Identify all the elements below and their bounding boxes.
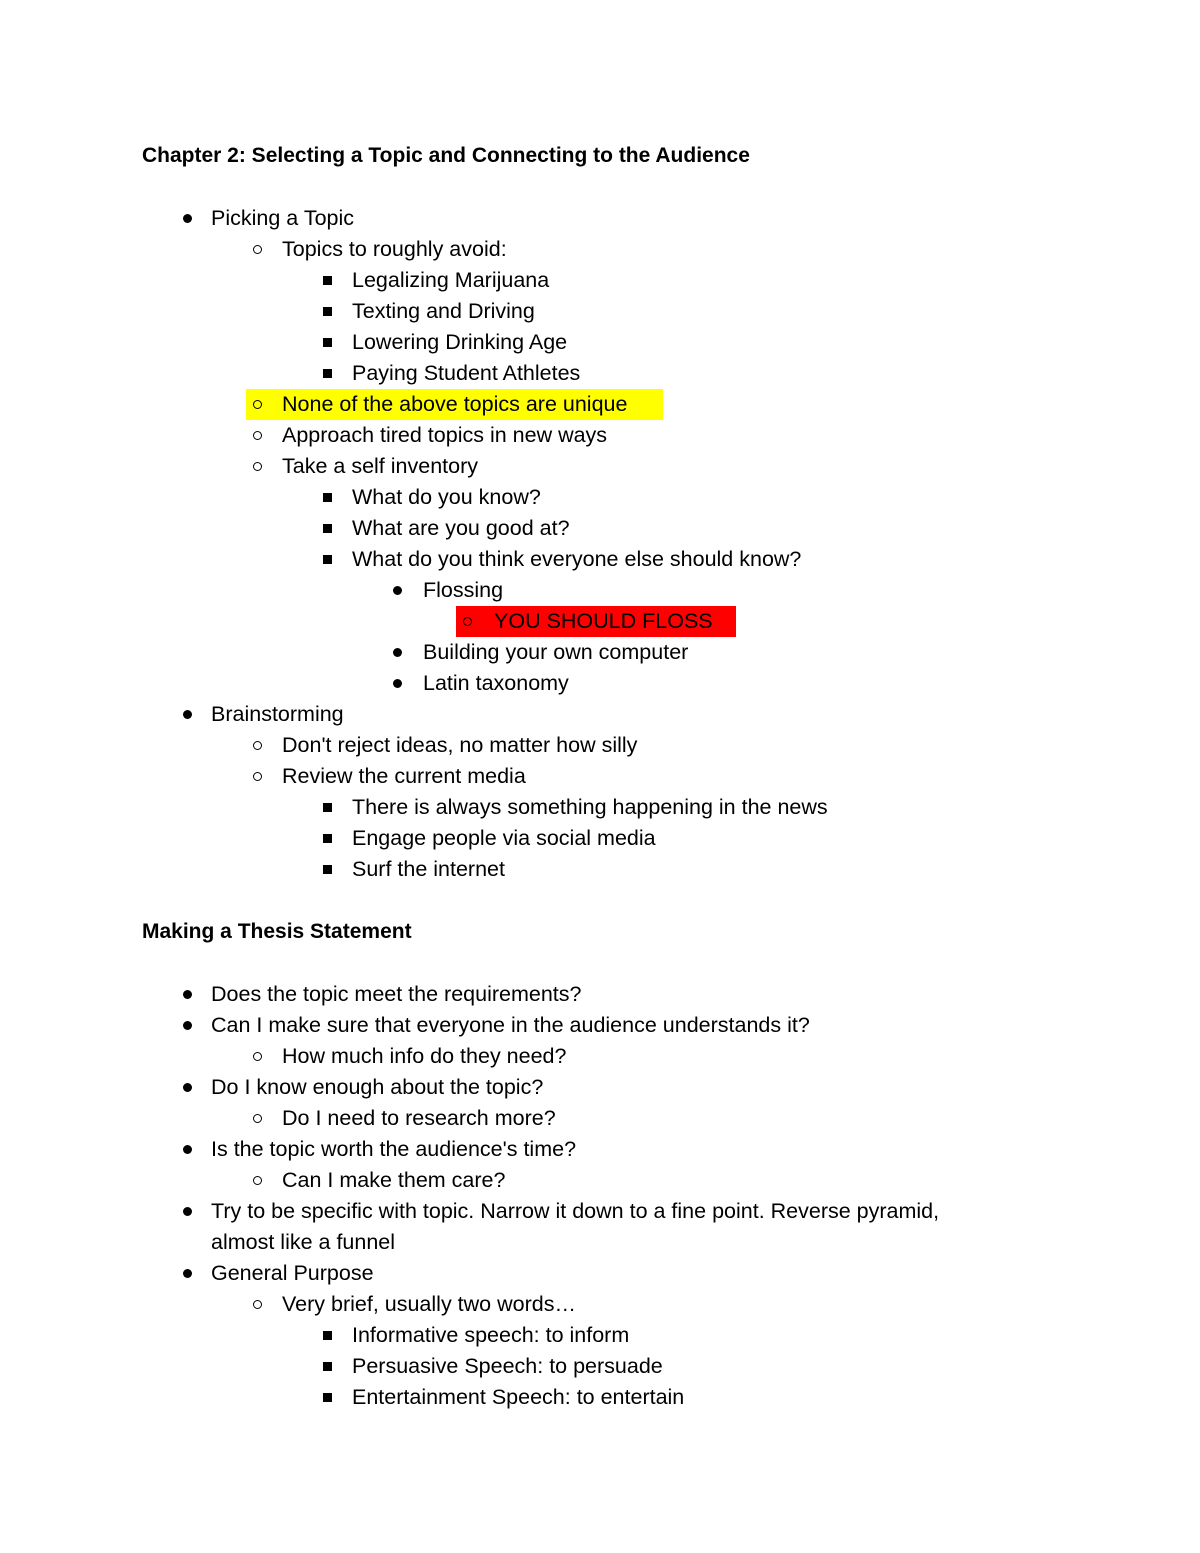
list-item: Picking a Topic [176, 203, 776, 234]
list-item: Engage people via social media [316, 823, 916, 854]
list-item: What do you know? [316, 482, 916, 513]
list-item: Take a self inventory [246, 451, 846, 482]
list-item: Legalizing Marijuana [316, 265, 916, 296]
highlighted-list-item: YOU SHOULD FLOSS [456, 606, 736, 637]
bullet-ring-icon [246, 1165, 268, 1196]
bullet-square-icon [316, 296, 338, 327]
list-item: Do I need to research more? [246, 1103, 846, 1134]
list-item: What do you think everyone else should know? [316, 544, 916, 575]
bullet-square-icon [316, 265, 338, 296]
list-item: Brainstorming [176, 699, 776, 730]
list-item: Can I make them care? [246, 1165, 846, 1196]
bullet-dot-icon [176, 1196, 198, 1227]
list-item: Does the topic meet the requirements? [176, 979, 976, 1010]
list-item: General Purpose [176, 1258, 976, 1289]
bullet-square-icon [316, 823, 338, 854]
bullet-dot-icon [176, 203, 198, 234]
list-item: Do I know enough about the topic? [176, 1072, 976, 1103]
bullet-square-icon [316, 854, 338, 885]
bullet-ring-icon [456, 606, 478, 637]
list-item: Don't reject ideas, no matter how silly [246, 730, 846, 761]
bullet-square-icon [316, 1351, 338, 1382]
list-item: What are you good at? [316, 513, 916, 544]
bullet-ring-icon [246, 761, 268, 792]
bullet-ring-icon [246, 234, 268, 265]
bullet-square-icon [316, 513, 338, 544]
list-item: Surf the internet [316, 854, 916, 885]
highlighted-list-item: None of the above topics are unique [246, 389, 663, 420]
bullet-square-icon [316, 792, 338, 823]
bullet-dot-icon [176, 1072, 198, 1103]
list-item: Can I make sure that everyone in the audience understands it? [176, 1010, 976, 1041]
list-item: Flossing [386, 575, 886, 606]
list-item: Approach tired topics in new ways [246, 420, 846, 451]
list-item: Try to be specific with topic. Narrow it down to a fine point. Reverse pyramid, [176, 1196, 1036, 1227]
list-item: Texting and Driving [316, 296, 916, 327]
list-item: Is the topic worth the audience's time? [176, 1134, 976, 1165]
list-item: There is always something happening in the news [316, 792, 916, 823]
bullet-ring-icon [246, 730, 268, 761]
bullet-dot-icon [176, 1010, 198, 1041]
list-item: Review the current media [246, 761, 846, 792]
bullet-square-icon [316, 544, 338, 575]
bullet-dot-icon [386, 637, 408, 668]
bullet-ring-icon [246, 1041, 268, 1072]
chapter-heading: Chapter 2: Selecting a Topic and Connecting to the Audience [142, 144, 750, 167]
section-heading: Making a Thesis Statement [142, 920, 412, 943]
list-item: Very brief, usually two words… [246, 1289, 846, 1320]
list-item: Building your own computer [386, 637, 886, 668]
bullet-square-icon [316, 1320, 338, 1351]
list-item-continuation: almost like a funnel [211, 1230, 396, 1254]
bullet-dot-icon [176, 1258, 198, 1289]
bullet-square-icon [316, 358, 338, 389]
list-item: Informative speech: to inform [316, 1320, 916, 1351]
list-item: How much info do they need? [246, 1041, 846, 1072]
bullet-dot-icon [176, 1134, 198, 1165]
list-item: Topics to roughly avoid: [246, 234, 846, 265]
bullet-dot-icon [386, 668, 408, 699]
bullet-square-icon [316, 1382, 338, 1413]
bullet-dot-icon [176, 699, 198, 730]
bullet-square-icon [316, 327, 338, 358]
bullet-ring-icon [246, 420, 268, 451]
bullet-square-icon [316, 482, 338, 513]
bullet-ring-icon [246, 1289, 268, 1320]
list-item: Paying Student Athletes [316, 358, 916, 389]
bullet-ring-icon [246, 451, 268, 482]
list-item: Persuasive Speech: to persuade [316, 1351, 916, 1382]
list-item: Latin taxonomy [386, 668, 886, 699]
bullet-dot-icon [176, 979, 198, 1010]
bullet-ring-icon [246, 389, 268, 420]
list-item: Lowering Drinking Age [316, 327, 916, 358]
list-item: Entertainment Speech: to entertain [316, 1382, 916, 1413]
bullet-ring-icon [246, 1103, 268, 1134]
bullet-dot-icon [386, 575, 408, 606]
